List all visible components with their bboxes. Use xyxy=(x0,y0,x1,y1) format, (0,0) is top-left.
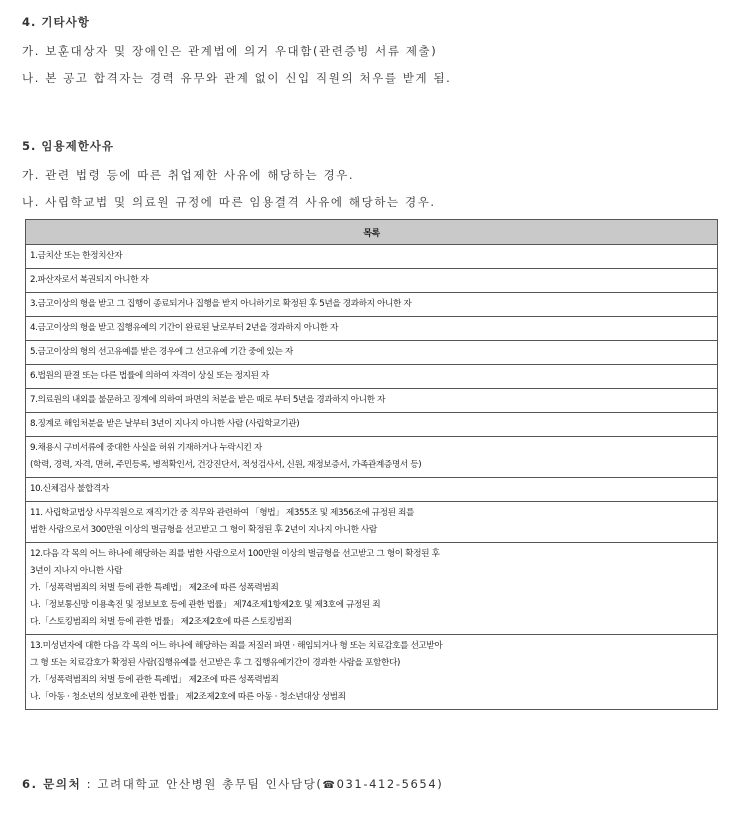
row-text: 12.다음 각 목의 어느 하나에 해당하는 죄를 범한 사람으로서 100만원 이상의 벌금형을 선고받고 그 형이 확정된 후 xyxy=(30,549,440,559)
table-cell xyxy=(26,478,718,502)
row-text: 4.금고이상의 형을 받고 집행유예의 기간이 완료된 날로부터 2년을 경과하지 아니한 자 xyxy=(30,323,338,333)
section-6 xyxy=(22,776,443,792)
table-row xyxy=(26,502,718,543)
row-text: 1.금치산 또는 한정치산자 xyxy=(30,251,123,261)
table-body xyxy=(26,245,718,710)
row-text: 가.「성폭력범죄의 처벌 등에 관한 특례법」 제2조에 따른 성폭력범죄 xyxy=(30,583,279,593)
table-row xyxy=(26,293,718,317)
row-text: 범한 사람으로서 300만원 이상의 벌금형을 선고받고 그 형이 확정된 후 2년이 지나지 아니한 사람 xyxy=(30,525,377,535)
row-text: 나.「정보통신망 이용촉진 및 정보보호 등에 관한 법률」 제74조제1항제2호 및 제3호에 규정된 죄 xyxy=(30,600,381,610)
restriction-table xyxy=(25,219,718,710)
phone-icon: ☎ xyxy=(322,780,337,791)
table-row xyxy=(26,341,718,365)
row-text: 가.「성폭력범죄의 처벌 등에 관한 특례법」 제2조에 따른 성폭력범죄 xyxy=(30,675,279,685)
close-paren: ) xyxy=(437,777,444,791)
table-cell xyxy=(26,317,718,341)
row-text: 6.법원의 판결 또는 다른 법률에 의하여 자격이 상실 또는 정지된 자 xyxy=(30,371,269,381)
table-cell xyxy=(26,413,718,437)
section-item: 나. 사립학교법 및 의료원 규정에 따른 임용결격 사유에 해당하는 경우. xyxy=(22,195,436,209)
row-text: (학력, 경력, 자격, 면허, 주민등록, 병적확인서, 건강진단서, 적성검사서, 신원, 재정보증서, 가족관계증명서 등) xyxy=(30,460,422,470)
table-cell xyxy=(26,245,718,269)
row-text: 13.미성년자에 대한 다음 각 목의 어느 하나에 해당하는 죄를 저질러 파면 · 해임되거나 형 또는 치료감호를 선고받아 xyxy=(30,641,443,651)
row-text: 8.징계로 해임처분을 받은 날부터 3년이 지나지 아니한 사람 (사립학교기관) xyxy=(30,419,300,429)
row-text: 3년이 지나지 아니한 사람 xyxy=(30,566,123,576)
table-cell xyxy=(26,389,718,413)
table-header-row xyxy=(26,220,718,245)
row-text: 11. 사립학교법상 사무직원으로 재직기간 중 직무와 관련하여 「형법」 제355조 및 제356조에 규정된 죄를 xyxy=(30,508,415,518)
table-row xyxy=(26,269,718,293)
row-text: 5.금고이상의 형의 선고유예를 받은 경우에 그 선고유예 기간 중에 있는 자 xyxy=(30,347,293,357)
row-text: 나.「아동 · 청소년의 성보호에 관한 법률」 제2조제2호에 따른 아동 · 청소년대상 성범죄 xyxy=(30,692,346,702)
table-row xyxy=(26,317,718,341)
section-title: 5. 임용제한사유 xyxy=(22,139,115,153)
section-item: 가. 보훈대상자 및 장애인은 관계법에 의거 우대함(관련증빙 서류 제출) xyxy=(22,44,438,58)
table-row xyxy=(26,635,718,710)
table-row xyxy=(26,389,718,413)
table-row xyxy=(26,365,718,389)
row-text: 다.「스토킹범죄의 처벌 등에 관한 법률」 제2조제2호에 따른 스토킹범죄 xyxy=(30,617,292,627)
table-cell xyxy=(26,502,718,543)
phone-number: 031-412-5654 xyxy=(336,777,438,791)
contact-text: 고려대학교 안산병원 총무팀 인사담당( xyxy=(97,777,323,791)
section-title: 4. 기타사항 xyxy=(22,15,90,29)
table-cell xyxy=(26,365,718,389)
table-cell xyxy=(26,269,718,293)
table-cell xyxy=(26,341,718,365)
row-text: 10.신체검사 불합격자 xyxy=(30,484,109,494)
section-item: 나. 본 공고 합격자는 경력 유무와 관계 없이 신입 직원의 처우를 받게 됨. xyxy=(22,71,452,85)
table-row xyxy=(26,478,718,502)
row-text: 2.파산자로서 복권되지 아니한 자 xyxy=(30,275,149,285)
row-text: 3.금고이상의 형을 받고 그 집행이 종료되거나 집행을 받지 아니하기로 확정된 후 5년을 경과하지 아니한 자 xyxy=(30,299,412,309)
table-row xyxy=(26,413,718,437)
section-item: 가. 관련 법령 등에 따른 취업제한 사유에 해당하는 경우. xyxy=(22,168,355,182)
table-row xyxy=(26,543,718,635)
separator: : xyxy=(81,777,98,791)
table-header: 목록 xyxy=(26,220,718,245)
table-cell xyxy=(26,635,718,710)
table-row xyxy=(26,245,718,269)
table-cell xyxy=(26,543,718,635)
row-text: 7.의료원의 내외를 불문하고 징계에 의하여 파면의 처분을 받은 때로 부터 5년을 경과하지 아니한 자 xyxy=(30,395,386,405)
table-cell xyxy=(26,293,718,317)
row-text: 그 형 또는 치료감호가 확정된 사람(집행유예를 선고받은 후 그 집행유예기간이 경과한 사람을 포함한다) xyxy=(30,658,400,668)
section-title: 6. 문의처 xyxy=(22,777,82,791)
table-row xyxy=(26,437,718,478)
row-text: 9.채용시 구비서류에 중대한 사실을 허위 기재하거나 누락시킨 자 xyxy=(30,443,262,453)
table-cell xyxy=(26,437,718,478)
